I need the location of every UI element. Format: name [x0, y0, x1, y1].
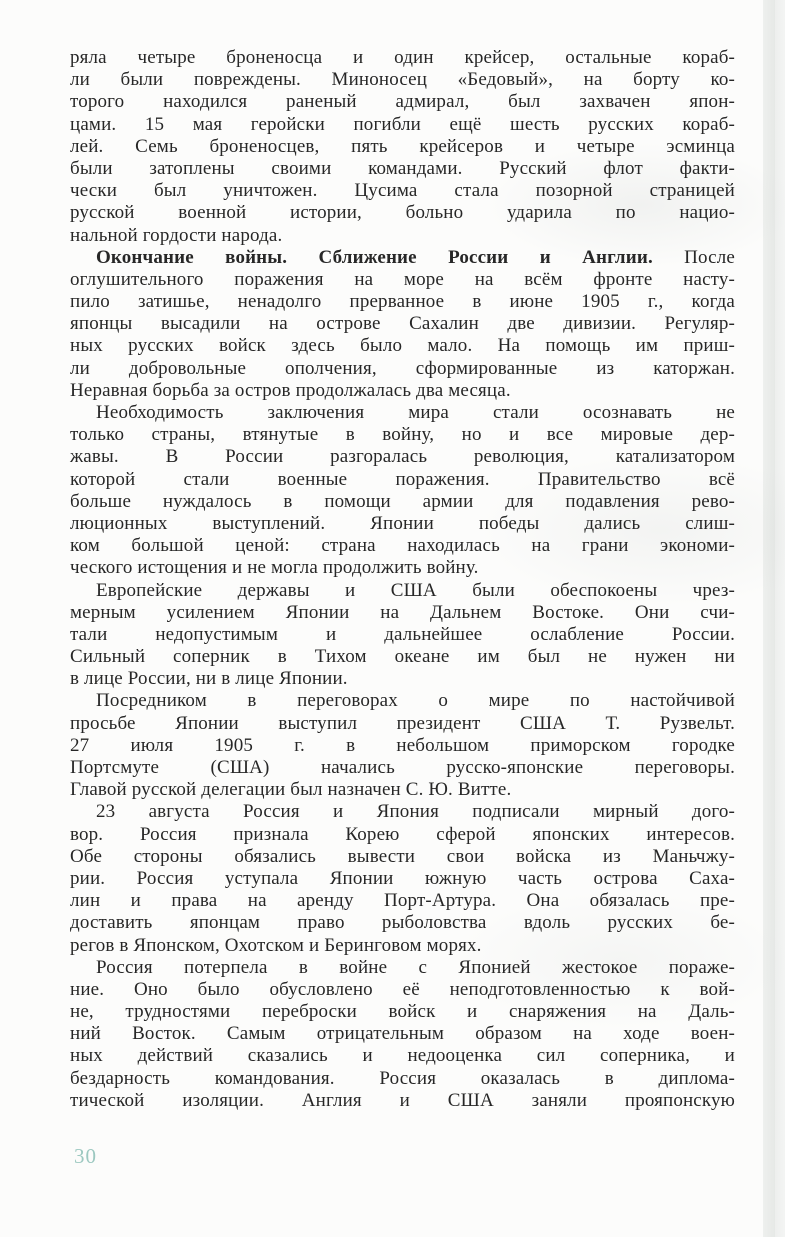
text-line: ных действий сказались и недооценка сил соперника, и: [70, 1045, 735, 1067]
text-line: вор. Россия признала Корею сферой японских интересов.: [70, 823, 735, 845]
text-line: доставить японцам право рыболовства вдоль русских бе-: [70, 912, 735, 934]
text-line: тали недопустимым и дальнейшее ослабление России.: [70, 623, 735, 645]
text-line: ли были повреждены. Миноносец «Бедовый», на борту ко-: [70, 69, 735, 91]
paragraph: [70, 690, 735, 801]
paragraph: [70, 957, 735, 1112]
text-line: Необходимость заключения мира стали осознавать не: [96, 402, 735, 423]
text-line: только страны, втянутые в войну, но и все мировые дер-: [70, 424, 735, 446]
text-line: Портсмуте (США) начались русско-японские переговоры.: [70, 757, 735, 778]
text-line: пило затишье, ненадолго прерванное в июне 1905 г., когда: [70, 291, 735, 313]
text-line: ний Восток. Самым отрицательным образом на ходе воен-: [70, 1023, 735, 1045]
text-line: Обе стороны обязались вывести свои войска из Маньчжу-: [70, 845, 735, 867]
text-line: ком большой ценой: страна находилась на грани экономи-: [70, 535, 735, 557]
text-line: мерным усилением Японии на Дальнем Востоке. Они счи-: [70, 601, 735, 623]
text-line: бездарность командования. Россия оказалась в диплома-: [70, 1067, 735, 1089]
text-line: японцы высадили на острове Сахалин две дивизии. Регуляр-: [70, 313, 735, 335]
text-line: Главой русской делегации был назначен С. Ю. Витте.: [70, 779, 512, 801]
text-line: рии. Россия уступала Японии южную часть острова Саха-: [70, 867, 735, 889]
text-line: лей. Семь броненосцев, пять крейсеров и четыре эсминца: [70, 135, 735, 157]
paragraph: [70, 580, 735, 691]
text-line: оглушительного поражения на море на всём фронте насту-: [70, 268, 735, 290]
text-line: Россия потерпела в войне с Японией жестокое пораже-: [96, 956, 735, 978]
text-line: Европейские державы и США были обеспокоены чрез-: [96, 579, 735, 601]
paragraph: [70, 47, 735, 247]
text-line: были затоплены своими командами. Русский флот факти-: [70, 157, 735, 179]
text-line: в лице России, ни в лице Японии.: [70, 668, 348, 690]
text-line: просьбе Японии выступил президент США Т. Рузвельт.: [70, 712, 735, 734]
page-text: [70, 47, 735, 1112]
text-line: цами. 15 мая геройски погибли ещё шесть русских кораб-: [70, 113, 735, 135]
text-line: чески был уничтожен. Цусима стала позорной страницей: [70, 180, 735, 202]
text-line: тической изоляции. Англия и США заняли прояпонскую: [70, 1089, 735, 1111]
paragraph: [70, 402, 735, 580]
text-line: Посредником в переговорах о мире по настойчивой: [96, 690, 735, 712]
paragraph: [70, 801, 735, 956]
text-line: жавы. В России разгоралась революция, катализатором: [70, 446, 735, 468]
text-line: ли добровольные ополчения, сформированные из каторжан.: [70, 357, 735, 379]
text-line: которой стали военные поражения. Правительство всё: [70, 468, 735, 490]
scan-edge-shadow: [763, 0, 785, 1237]
text-line: 23 августа Россия и Япония подписали мирный дого-: [96, 801, 735, 823]
text-line: ческого истощения и не могла продолжить войну.: [70, 557, 479, 579]
text-line: лин и права на аренду Порт-Артура. Она обязалась пре-: [70, 890, 735, 912]
text-line: люционных выступлений. Японии победы дались слиш-: [70, 512, 735, 534]
text-line: регов в Японском, Охотском и Беринговом морях.: [70, 934, 482, 956]
text-line: Неравная борьба за остров продолжалась два месяца.: [70, 379, 511, 401]
text-line: Сильный соперник в Тихом океане им был не нужен ни: [70, 646, 735, 668]
text-line: Окончание войны. Сближение России и Англии. После: [96, 246, 735, 268]
text-line: 27 июля 1905 г. в небольшом приморском городке: [70, 734, 735, 756]
text-line: ряла четыре броненосца и один крейсер, остальные кораб-: [70, 47, 735, 68]
text-line: торого находился раненый адмирал, был захвачен япон-: [70, 91, 735, 113]
text-line: не, трудностями переброски войск и снаряжения на Даль-: [70, 1001, 735, 1023]
text-line: русской военной истории, больно ударила по нацио-: [70, 202, 735, 224]
paragraph: [70, 247, 735, 402]
text-line: больше нуждалось в помощи армии для подавления рево-: [70, 490, 735, 512]
text-line: ние. Оно было обусловлено её неподготовленностью к вой-: [70, 978, 735, 1000]
text-line: нальной гордости народа.: [70, 224, 283, 246]
page-number: 30: [74, 1144, 97, 1168]
text-line: ных русских войск здесь было мало. На помощь им приш-: [70, 335, 735, 357]
